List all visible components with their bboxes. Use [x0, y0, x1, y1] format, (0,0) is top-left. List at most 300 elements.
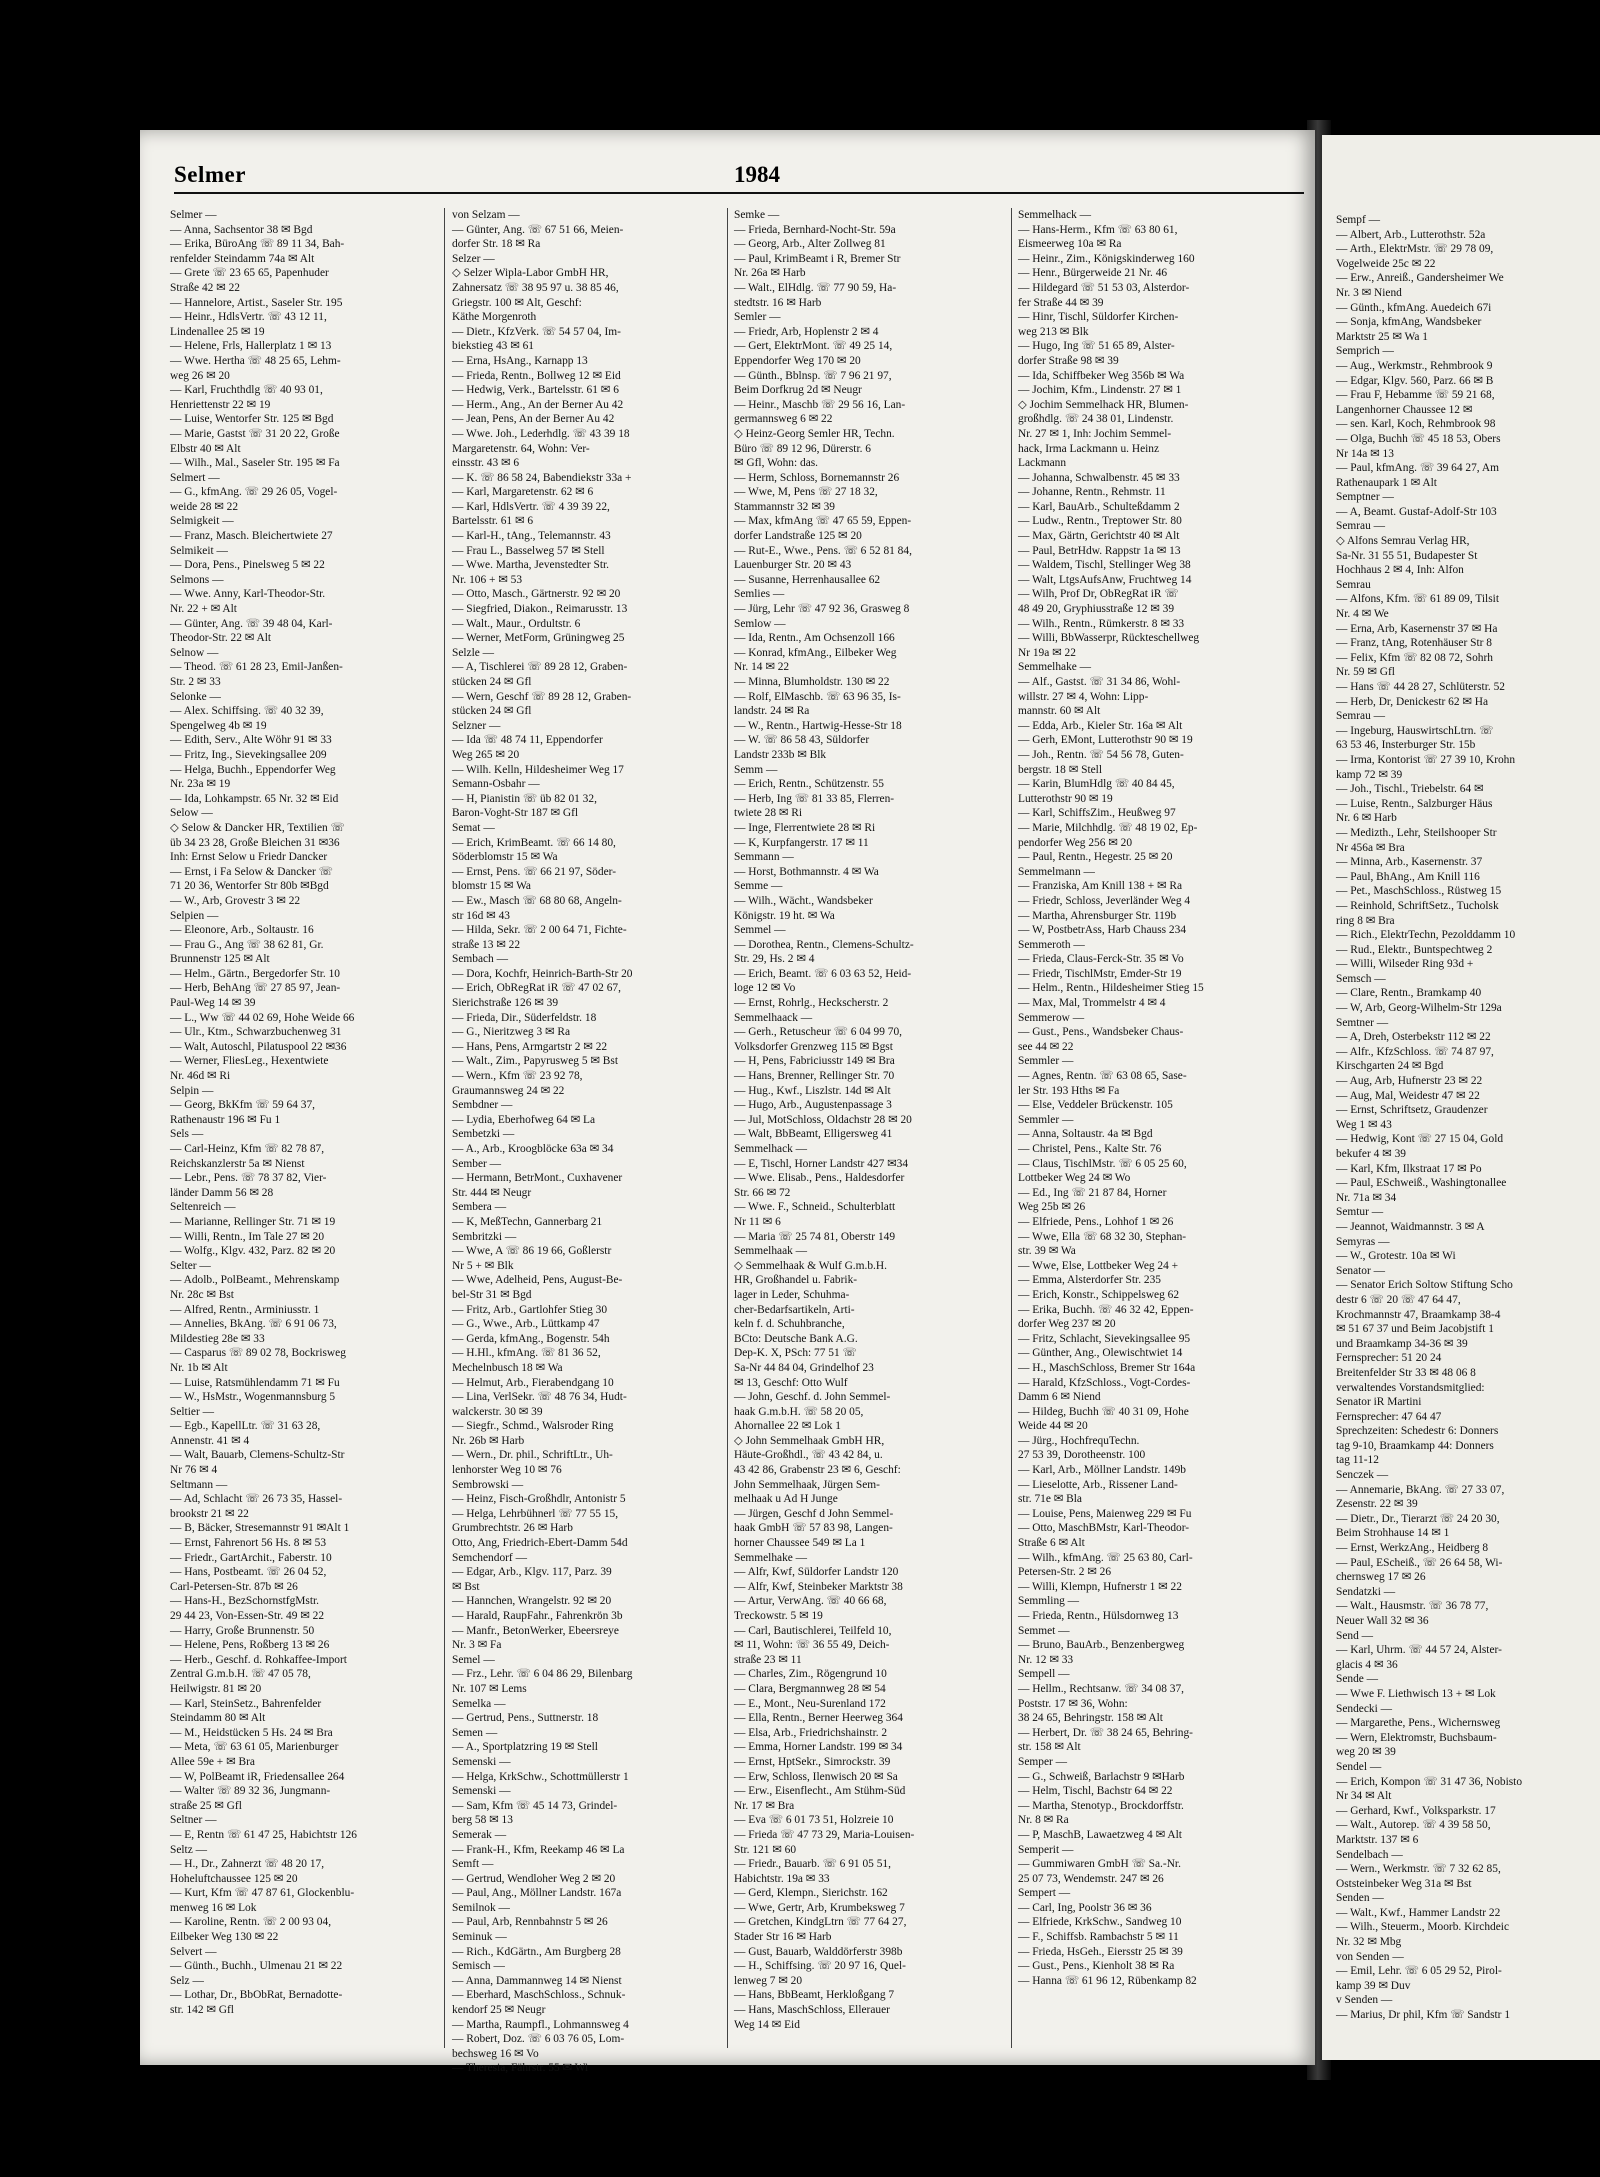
directory-entry-line: Nr 456a ✉ Bra: [1336, 841, 1405, 854]
directory-entry-line: großhdlg. ☏ 24 38 01, Lindenstr.: [1018, 413, 1174, 426]
directory-entry-line: Carl-Petersen-Str. 87b ✉ 26: [170, 1580, 298, 1593]
directory-entry-line: — Günth., Buchh., Ulmenau 21 ✉ 22: [170, 1960, 343, 1973]
directory-entry-line: ler Str. 193 Hths ✉ Fa: [1018, 1084, 1120, 1097]
directory-entry-line: Baron-Voght-Str 187 ✉ Gfl: [452, 807, 579, 820]
surname-heading: Semprich —: [1336, 345, 1394, 358]
directory-entry-line: — Willi, Wilseder Ring 93d +: [1336, 958, 1474, 971]
surname-heading: Semrau —: [1336, 710, 1386, 723]
directory-entry-line: brookstr 21 ✉ 22: [170, 1507, 249, 1520]
directory-entry-line: Heilwigstr. 81 ✉ 20: [170, 1682, 262, 1695]
directory-entry-line: Nr. 4 ✉ We: [1336, 608, 1389, 621]
directory-entry-line: Lackmann: [1018, 457, 1067, 470]
directory-entry-line: — E., Mont., Neu-Surenland 172: [734, 1697, 886, 1710]
directory-entry-line: — Hedwig, Verk., Bartelsstr. 61 ✉ 6: [452, 384, 619, 397]
directory-entry-line: — Wwe, A ☏ 86 19 66, Goßlerstr: [452, 1245, 612, 1258]
directory-entry-line: Nr. 3 ✉ Niend: [1336, 286, 1402, 299]
directory-entry-line: — Rich., KdGärtn., Am Burgberg 28: [452, 1945, 621, 1958]
directory-entry-line: Zahnersatz ☏ 38 95 97 u. 38 85 46,: [452, 281, 619, 294]
directory-entry-line: — Claus, TischlMstr. ☏ 6 05 25 60,: [1018, 1157, 1187, 1170]
directory-entry-line: — Annemarie, BkAng. ☏ 27 33 07,: [1336, 1483, 1505, 1496]
directory-entry-line: — Erw., Eisenflecht., Am Stühm-Süd: [734, 1785, 906, 1798]
surname-heading: Semmler —: [1018, 1113, 1074, 1126]
directory-entry-line: — Wwe. F., Schneid., Schulterblatt: [734, 1201, 896, 1214]
directory-entry-line: — Paul, Rentn., Hegestr. 25 ✉ 20: [1018, 851, 1173, 864]
directory-entry-line: — Karl, Uhrm. ☏ 44 57 24, Alster-: [1336, 1644, 1502, 1657]
directory-entry-line: Nr. 107 ✉ Lems: [452, 1682, 527, 1695]
directory-entry-line: — Marie, Milchhdlg. ☏ 48 19 02, Ep-: [1018, 821, 1198, 834]
directory-entry-line: Büro ☏ 89 12 96, Dürerstr. 6: [734, 442, 871, 455]
directory-entry-line: Henriettenstr 22 ✉ 19: [170, 398, 271, 411]
directory-entry-line: — Felix, Kfm ☏ 82 08 72, Sohrh: [1336, 651, 1493, 664]
surname-heading: Selvert —: [170, 1945, 217, 1958]
directory-entry-line: — Willi, BbWasserpr, Rückteschellweg: [1018, 632, 1200, 645]
directory-entry-line: Zesenstr. 22 ✉ 39: [1336, 1498, 1418, 1511]
directory-entry-line: ◇ Selzer Wipla-Labor GmbH HR,: [452, 267, 609, 280]
directory-entry-line: — Walt., Autorep. ☏ 4 39 58 50,: [1336, 1819, 1491, 1832]
directory-entry-line: Nr 19a ✉ 22: [1018, 646, 1076, 659]
directory-entry-line: Vogelweide 25c ✉ 22: [1336, 257, 1436, 270]
surname-heading: Sende —: [1336, 1673, 1379, 1686]
directory-entry-line: Nr. 106 + ✉ 53: [452, 573, 523, 586]
directory-entry-line: Allee 59e + ✉ Bra: [170, 1755, 255, 1768]
directory-entry-line: — Konrad, kfmAng., Eilbeker Weg: [734, 646, 897, 659]
surname-heading: Semler —: [734, 311, 781, 324]
surname-heading: Semenski —: [452, 1785, 511, 1798]
directory-entry-line: — Marius, Dr phil, Kfm ☏ Sandstr 1: [1336, 2009, 1511, 2022]
directory-entry-line: Bartelsstr. 61 ✉ 6: [452, 515, 534, 528]
directory-entry-line: Nr. 26a ✉ Harb: [734, 267, 806, 280]
directory-entry-line: — Eberhard, MaschSchloss., Schnuk-: [452, 1989, 626, 2002]
directory-entry-line: Paul-Weg 14 ✉ 39: [170, 997, 256, 1010]
directory-entry-line: — A, Beamt. Gustaf-Adolf-Str 103: [1336, 505, 1497, 518]
directory-entry-line: 63 53 46, Insterburger Str. 15b: [1336, 739, 1476, 752]
surname-heading: Send —: [1336, 1629, 1374, 1642]
directory-entry-line: — A, Tischlerei ☏ 89 28 12, Graben-: [452, 661, 628, 674]
directory-entry-line: ◇ Semmelhaak & Wulf G.m.b.H.: [734, 1259, 887, 1272]
column-divider: [727, 208, 728, 2048]
directory-entry-line: Otto, Ang, Friedrich-Ebert-Damm 54d: [452, 1537, 628, 1550]
directory-entry-line: — Luise, Ratsmühlendamm 71 ✉ Fu: [170, 1376, 340, 1389]
directory-entry-line: Häute-Großhdl., ☏ 43 42 84, u.: [734, 1449, 883, 1462]
directory-entry-line: Str. 2 ✉ 33: [170, 676, 221, 688]
directory-entry-line: pendorfer Weg 256 ✉ 20: [1018, 836, 1133, 849]
directory-entry-line: — Artur, VerwAng. ☏ 40 66 68,: [734, 1595, 887, 1608]
directory-entry-line: kamp 72 ✉ 39: [1336, 768, 1403, 781]
directory-entry-line: — Harry, Große Brunnenstr. 50: [170, 1624, 315, 1637]
directory-entry-line: — Martha, Stenotyp., Brockdorffstr.: [1018, 1799, 1184, 1812]
surname-heading: Semsch —: [1336, 972, 1386, 985]
directory-entry-line: — Arth., ElektrMstr. ☏ 29 78 09,: [1336, 243, 1494, 256]
directory-entry-line: — Hinr, Tischl, Süldorfer Kirchen-: [1018, 311, 1179, 324]
surname-heading: Semchendorf —: [452, 1551, 527, 1564]
directory-entry-line: — Jürg, Lehr ☏ 47 92 36, Grasweg 8: [734, 603, 910, 616]
directory-entry-line: — Adolb., PolBeamt., Mehrenskamp: [170, 1274, 340, 1287]
directory-entry-line: — Günter, Ang. ☏ 67 51 66, Meien-: [452, 223, 624, 236]
directory-entry-line: — Walt., Kwf., Hammer Landstr 22: [1336, 1906, 1501, 1919]
directory-entry-line: — Ingeburg, HauswirtschLtrn. ☏: [1336, 724, 1494, 737]
directory-entry-line: Str. 66 ✉ 72: [734, 1186, 791, 1199]
directory-entry-line: 48 49 20, Gryphiusstraße 12 ✉ 39: [1018, 603, 1175, 616]
directory-entry-line: — Friedr., Bauarb. ☏ 6 91 05 51,: [734, 1858, 891, 1871]
directory-entry-line: — Lebr., Pens. ☏ 78 37 82, Vier-: [170, 1172, 327, 1185]
directory-entry-line: — Friedr, TischlMstr, Emder-Str 19: [1018, 967, 1182, 980]
directory-entry-line: Dep-K. X, PSch: 77 51 ☏: [734, 1347, 857, 1360]
directory-entry-line: Str. 121 ✉ 60: [734, 1843, 797, 1856]
directory-entry-line: — Friedr., GartArchit., Faberstr. 10: [170, 1551, 332, 1564]
directory-entry-line: — Karl, Margaretenstr. 62 ✉ 6: [452, 486, 594, 499]
directory-entry-line: — Clara, Bergmannweg 28 ✉ 54: [734, 1682, 886, 1695]
surname-heading: Semmann —: [734, 851, 794, 864]
surname-heading: Semmelmann —: [1018, 865, 1095, 878]
directory-entry-line: — Friedr, Arb, Hoplenstr 2 ✉ 4: [734, 325, 879, 338]
directory-entry-line: melhaak u Ad H Junge: [734, 1493, 838, 1506]
directory-entry-line: — Paul, BhAng., Am Knill 116: [1336, 870, 1480, 883]
directory-entry-line: ◇ John Semmelhaak GmbH HR,: [734, 1434, 885, 1447]
directory-entry-line: landstr. 24 ✉ Ra: [734, 705, 810, 718]
directory-entry-line: Oststeinbeker Weg 31a ✉ Bst: [1336, 1877, 1472, 1890]
directory-entry-line: Semrau: [1336, 578, 1371, 591]
directory-entry-line: — Franz, tAng, Rotenhäuser Str 8: [1336, 637, 1492, 650]
directory-entry-line: lenweg 7 ✉ 20: [734, 1974, 803, 1987]
directory-entry-line: — Frieda ☏ 47 73 29, Maria-Louisen-: [734, 1828, 915, 1841]
directory-entry-line: — Frieda, Claus-Ferck-Str. 35 ✉ Vo: [1018, 953, 1184, 966]
surname-heading: Semmelhack —: [1018, 209, 1092, 221]
directory-entry-line: — Anna, Dammannweg 14 ✉ Nienst: [452, 1974, 622, 1987]
surname-heading: Selzle —: [452, 646, 495, 659]
directory-entry-line: — Waldem, Tischl, Stellinger Weg 38: [1018, 559, 1191, 572]
directory-entry-line: — Alfr, Kwf, Süldorfer Landstr 120: [734, 1566, 899, 1579]
directory-entry-line: — Erika, Buchh. ☏ 46 32 42, Eppen-: [1018, 1303, 1194, 1316]
directory-entry-line: — Helene, Pens, Roßberg 13 ✉ 26: [170, 1639, 330, 1652]
directory-entry-line: — Emma, Horner Landstr. 199 ✉ 34: [734, 1741, 903, 1754]
directory-entry-line: — Walt, Autoschl, Pilatuspool 22 ✉36: [170, 1040, 347, 1053]
surname-heading: Selzer —: [452, 252, 495, 265]
directory-entry-line: Nr. 3 ✉ Fa: [452, 1639, 502, 1652]
directory-entry-line: — Anna, Soltaustr. 4a ✉ Bgd: [1018, 1128, 1153, 1141]
directory-entry-line: — Wwe, M, Pens ☏ 27 18 32,: [734, 486, 878, 499]
column-divider: [444, 208, 445, 2048]
directory-entry-line: — L., Ww ☏ 44 02 69, Hohe Weide 66: [170, 1011, 355, 1024]
directory-entry-line: glacis 4 ✉ 36: [1336, 1658, 1398, 1671]
surname-heading: Sendel —: [1336, 1760, 1382, 1773]
directory-entry-line: — Lieselotte, Arb., Rissener Land-: [1018, 1478, 1178, 1491]
directory-entry-line: Mildestieg 28e ✉ 33: [170, 1332, 265, 1345]
directory-entry-line: — Eva ☏ 6 01 73 51, Holzreie 10: [734, 1814, 894, 1827]
directory-entry-line: — Edith, Serv., Alte Wöhr 91 ✉ 33: [170, 734, 332, 747]
directory-entry-line: — Karl-H., tAng., Telemannstr. 43: [452, 530, 611, 543]
directory-entry-line: — Karl, HdlsVertr. ☏ 4 39 39 22,: [452, 500, 610, 513]
directory-entry-line: Nr. 59 ✉ Gfl: [1336, 666, 1395, 679]
directory-entry-line: str. 71e ✉ Bla: [1018, 1493, 1082, 1506]
directory-entry-line: — Wilh., Steuerm., Moorb. Kirchdeic: [1336, 1921, 1510, 1934]
directory-entry-line: — Wern., Kfm ☏ 23 92 78,: [452, 1070, 583, 1083]
directory-entry-line: — Gerh., Retuscheur ☏ 6 04 99 70,: [734, 1026, 902, 1039]
directory-entry-line: stedtstr. 16 ✉ Harb: [734, 296, 822, 309]
directory-entry-line: — Frank-H., Kfm, Reekamp 46 ✉ La: [452, 1843, 625, 1856]
directory-entry-line: ✉ 11, Wohn: ☏ 36 55 49, Deich-: [734, 1639, 890, 1652]
directory-entry-line: — Frau G., Ang ☏ 38 62 81, Gr.: [170, 938, 324, 951]
surname-heading: Selnow —: [170, 646, 219, 659]
directory-entry-line: — G., Nieritzweg 3 ✉ Ra: [452, 1026, 571, 1039]
directory-entry-line: — Franz, Masch. Bleichertwiete 27: [170, 530, 333, 543]
directory-entry-line: — Walt, BbBeamt, Elligersweg 41: [734, 1128, 893, 1141]
directory-entry-line: — Günth., Bblnsp. ☏ 7 96 21 97,: [734, 369, 892, 382]
directory-entry-line: — Elfriede, Pens., Lohhof 1 ✉ 26: [1018, 1215, 1174, 1228]
facing-page-column: [1336, 213, 1600, 2023]
facing-page: [1322, 135, 1600, 2060]
directory-entry-line: loge 12 ✉ Vo: [734, 982, 796, 995]
surname-heading: Selmigkeit —: [170, 515, 234, 528]
directory-entry-line: Steindamm 80 ✉ Alt: [170, 1712, 266, 1725]
directory-entry-line: — Gust., Pens., Wandsbeker Chaus-: [1018, 1026, 1184, 1039]
directory-entry-line: — W., HsMstr., Wogenmannsburg 5: [170, 1391, 336, 1404]
directory-entry-line: Stammannstr 32 ✉ 39: [734, 500, 835, 513]
directory-entry-line: — Wwe, Adelheid, Pens, August-Be-: [452, 1274, 623, 1287]
directory-entry-line: Weg 25b ✉ 26: [1018, 1201, 1086, 1214]
directory-entry-line: — E, Rentn ☏ 61 47 25, Habichtstr 126: [170, 1828, 357, 1841]
directory-entry-line: — Gerhard, Kwf., Volksparkstr. 17: [1336, 1804, 1496, 1817]
directory-entry-line: — W, PolBeamt iR, Friedensallee 264: [170, 1770, 345, 1783]
directory-entry-line: Breitenfelder Str 33 ✉ 48 06 8: [1336, 1366, 1476, 1379]
surname-heading: Seltz —: [170, 1843, 208, 1856]
directory-entry-line: — Paul, KrimBeamt i R, Bremer Str: [734, 252, 901, 265]
directory-entry-line: str. 158 ✉ Alt: [1018, 1741, 1081, 1754]
directory-entry-line: — Dora, Pens., Pinelsweg 5 ✉ 22: [170, 559, 325, 572]
directory-entry-line: einsstr. 43 ✉ 6: [452, 457, 520, 470]
surname-heading: Semenski —: [452, 1755, 511, 1768]
directory-entry-line: — Gretchen, KindgLtrn ☏ 77 64 27,: [734, 1916, 907, 1929]
directory-entry-line: und Braamkamp 34-36 ✉ 39: [1336, 1337, 1468, 1350]
surname-heading: Selmons —: [170, 573, 224, 586]
surname-heading: Semptner —: [1336, 491, 1394, 504]
directory-entry-line: — Wolfg., Klgv. 432, Parz. 82 ✉ 20: [170, 1245, 336, 1258]
directory-entry-line: — Paul, EScheiß., ☏ 26 64 58, Wi-: [1336, 1556, 1503, 1569]
directory-entry-line: — Meta, ☏ 63 61 05, Marienburger: [170, 1741, 339, 1754]
directory-entry-line: — Gert, ElektrMont. ☏ 49 25 14,: [734, 340, 893, 353]
directory-entry-line: — Erich, Konstr., Schippelsweg 62: [1018, 1288, 1180, 1301]
directory-entry-line: — Carl, Bautischlerei, Teilfeld 10,: [734, 1624, 892, 1637]
directory-entry-line: ✉ 13, Geschf: Otto Wulf: [734, 1376, 848, 1389]
directory-entry-line: walckerstr. 30 ✉ 39: [452, 1405, 543, 1418]
directory-entry-line: — Gerh, EMont, Lutterothstr 90 ✉ 19: [1018, 734, 1193, 747]
directory-entry-line: — sen. Karl, Koch, Rehmbrook 98: [1336, 418, 1496, 431]
directory-entry-line: Nr 76 ✉ 4: [170, 1464, 218, 1477]
directory-entry-line: tag 11-12: [1336, 1454, 1379, 1467]
directory-entry-line: — A., Sportplatzring 19 ✉ Stell: [452, 1741, 598, 1754]
directory-entry-line: — Wilh. Kelln, Hildesheimer Weg 17: [452, 763, 624, 776]
directory-entry-line: straße 23 ✉ 11: [734, 1653, 802, 1666]
directory-entry-line: 27 53 39, Dorotheenstr. 100: [1018, 1449, 1146, 1462]
directory-entry-line: Weide 44 ✉ 20: [1018, 1420, 1088, 1433]
directory-entry-line: — Martha, Ahrensburger Str. 119b: [1018, 909, 1177, 922]
directory-entry-line: Nr. 46d ✉ Ri: [170, 1070, 231, 1083]
directory-entry-line: — Emma, Alsterdorfer Str. 235: [1018, 1274, 1161, 1287]
directory-entry-line: — Herbert, Dr. ☏ 38 24 65, Behring-: [1018, 1726, 1193, 1739]
directory-entry-line: Treckowstr. 5 ✉ 19: [734, 1610, 823, 1622]
directory-entry-line: Königstr. 19 ht. ✉ Wa: [734, 909, 835, 922]
directory-entry-line: — Karl, Fruchthdlg ☏ 40 93 01,: [170, 384, 323, 397]
directory-entry-line: ◇ Alfons Semrau Verlag HR,: [1336, 535, 1470, 548]
directory-entry-line: — Herb, BehAng ☏ 27 85 97, Jean-: [170, 982, 341, 995]
directory-entry-line: — Wwe. Hertha ☏ 48 25 65, Lehm-: [170, 354, 341, 367]
surname-heading: Semen —: [452, 1726, 498, 1739]
directory-entry-line: — Helga, Lehrbühnerl ☏ 77 55 15,: [452, 1507, 619, 1520]
surname-heading: Semat —: [452, 821, 495, 834]
directory-entry-line: 29 44 23, Von-Essen-Str. 49 ✉ 22: [170, 1610, 325, 1622]
directory-entry-line: — P, MaschB, Lawaetzweg 4 ✉ Alt: [1018, 1828, 1182, 1841]
directory-entry-line: — Manfr., BetonWerker, Ebeersreye: [452, 1624, 619, 1637]
directory-entry-line: — Martha, Raumpfl., Lohmannsweg 4: [452, 2018, 629, 2031]
directory-entry-line: cher-Bedarfsartikeln, Arti-: [734, 1303, 855, 1316]
directory-entry-line: — Wwe. Anny, Karl-Theodor-Str.: [170, 588, 326, 601]
directory-entry-line: — Hug., Kwf., Liszlstr. 14d ✉ Alt: [734, 1084, 891, 1097]
directory-entry-line: — Harald, KfzSchloss., Vogt-Cordes-: [1018, 1376, 1191, 1389]
directory-entry-line: Petersen-Str. 2 ✉ 26: [1018, 1566, 1112, 1579]
surname-heading: Seminuk —: [452, 1931, 507, 1944]
directory-entry-line: — Grete ☏ 23 65 65, Papenhuder: [170, 267, 329, 280]
directory-entry-line: — Emil, Lehr. ☏ 6 05 29 52, Pirol-: [1336, 1965, 1502, 1978]
directory-entry-line: — Frz., Lehr. ☏ 6 04 86 29, Bilenbarg: [452, 1668, 633, 1681]
directory-entry-line: — Marie, Gastst ☏ 31 20 22, Große: [170, 427, 340, 440]
surname-heading: Sels —: [170, 1128, 204, 1141]
directory-entry-line: Grumbrechtstr. 26 ✉ Harb: [452, 1522, 573, 1535]
surname-heading: Semtner —: [1336, 1016, 1389, 1029]
directory-entry-line: — Hugo, Arb., Augustenpassage 3: [734, 1099, 892, 1112]
directory-entry-line: — Erna, Arb, Kasernenstr 37 ✉ Ha: [1336, 622, 1498, 635]
surname-heading: Sempf —: [1336, 214, 1380, 226]
surname-heading: Semmelhake —: [734, 1551, 808, 1564]
directory-entry-line: — Fritz, Arb., Gartlohfer Stieg 30: [452, 1303, 608, 1316]
directory-entry-line: — John, Geschf. d. John Semmel-: [734, 1391, 891, 1404]
directory-entry-line: — Frieda, Bernhard-Nocht-Str. 59a: [734, 223, 896, 236]
directory-entry-line: — Walt., ElHdlg. ☏ 77 90 59, Ha-: [734, 281, 897, 294]
directory-entry-line: Weg 14 ✉ Eid: [734, 2018, 800, 2031]
directory-entry-line: Str. 444 ✉ Neugr: [452, 1186, 532, 1199]
directory-entry-line: — Alfr, Kwf, Steinbeker Marktstr 38: [734, 1580, 903, 1593]
directory-entry-line: — Helm, Tischl, Bachstr 64 ✉ 22: [1018, 1785, 1173, 1798]
directory-entry-line: Söderblomstr 15 ✉ Wa: [452, 851, 558, 864]
page-number: 1984: [734, 162, 780, 187]
directory-entry-line: — Irma, Kontorist ☏ 27 39 10, Krohn: [1336, 753, 1516, 766]
directory-entry-line: Theodor-Str. 22 ✉ Alt: [170, 632, 272, 645]
directory-entry-line: — Alf., Gastst. ☏ 31 34 86, Wohl-: [1018, 676, 1181, 688]
directory-entry-line: Habichtstr. 19a ✉ 33: [734, 1872, 830, 1885]
directory-entry-line: — Helm., Rentn., Hildesheimer Stieg 15: [1018, 982, 1204, 995]
directory-entry-line: — H.Hl., kfmAng. ☏ 81 36 52,: [452, 1347, 601, 1360]
directory-entry-line: — Wwe. Martha, Jevenstedter Str.: [452, 559, 610, 572]
directory-entry-line: — Walt, Bauarb, Clemens-Schultz-Str: [170, 1449, 345, 1462]
directory-entry-line: see 44 ✉ 22: [1018, 1040, 1074, 1053]
directory-entry-line: — Fritz, Schlacht, Sievekingsallee 95: [1018, 1332, 1191, 1345]
directory-page: [140, 130, 1315, 2075]
surname-heading: Selz —: [170, 1974, 204, 1987]
directory-entry-line: hack, Irma Lackmann u. Heinz: [1018, 442, 1160, 455]
directory-entry-line: Fernsprecher: 51 20 24: [1336, 1352, 1442, 1365]
directory-entry-line: weg 20 ✉ 39: [1336, 1746, 1396, 1759]
directory-entry-line: — Ernst, HptSekr., Simrockstr. 39: [734, 1755, 891, 1768]
directory-entry-line: — K, Kurpfangerstr. 17 ✉ 11: [734, 836, 869, 849]
surname-heading: Sembritzki —: [452, 1230, 517, 1243]
directory-entry-line: Sa-Nr 44 84 04, Grindelhof 23: [734, 1361, 874, 1374]
directory-entry-line: — W, Arb, Georg-Wilhelm-Str 129a: [1336, 1002, 1502, 1015]
directory-entry-line: — Frau F, Hebamme ☏ 59 21 68,: [1336, 389, 1495, 402]
directory-entry-line: — G., Schweiß, Barlachstr 9 ✉Harb: [1018, 1770, 1185, 1783]
surname-heading: Semlies —: [734, 588, 785, 601]
directory-entry-line: — Alfred, Rentn., Arminiusstr. 1: [170, 1303, 320, 1316]
directory-entry-line: Beim Dorfkrug 2d ✉ Neugr: [734, 384, 862, 397]
surname-heading: Sembrowski —: [452, 1478, 524, 1491]
surname-heading: Semmelhaak —: [734, 1245, 808, 1258]
directory-entry-line: — Alfons, Kfm. ☏ 61 89 09, Tilsit: [1336, 593, 1499, 606]
surname-heading: Semann-Osbahr —: [452, 778, 540, 791]
directory-entry-line: Sprechzeiten: Schedestr 6: Donners: [1336, 1425, 1499, 1438]
directory-entry-line: verwaltendes Vorstandsmitglied:: [1336, 1381, 1485, 1394]
directory-entry-line: — Anna, Sachsentor 38 ✉ Bgd: [170, 223, 313, 236]
directory-entry-line: — H, Pens, Fabriciusstr 149 ✉ Bra: [734, 1055, 895, 1068]
directory-entry-line: — H., Dr., Zahnerzt ☏ 48 20 17,: [170, 1858, 325, 1871]
directory-entry-line: Senator iR Martini: [1336, 1396, 1422, 1409]
directory-entry-line: — Ida, Schiffbeker Weg 356b ✉ Wa: [1018, 369, 1185, 382]
directory-entry-line: — Wilh, Prof Dr, ObRegRat iR ☏: [1018, 588, 1179, 601]
directory-entry-line: HR, Großhandel u. Fabrik-: [734, 1274, 858, 1287]
directory-entry-line: Straße 42 ✉ 22: [170, 281, 240, 294]
directory-entry-line: straße 25 ✉ Gfl: [170, 1799, 242, 1812]
directory-entry-line: — Gust, Bauarb, Walddörferstr 398b: [734, 1945, 903, 1958]
directory-entry-line: — Max, Gärtn, Gerichtstr 40 ✉ Alt: [1018, 530, 1180, 543]
directory-entry-line: — Erich, KrimBeamt. ☏ 66 14 80,: [452, 836, 616, 849]
directory-entry-line: Lutterothstr 90 ✉ 19: [1018, 792, 1113, 805]
directory-entry-line: — Wwe, Gertr, Arb, Krumbeksweg 7: [734, 1901, 905, 1914]
directory-entry-line: — M., Heidstücken 5 Hs. 24 ✉ Bra: [170, 1726, 333, 1739]
directory-entry-line: str. 142 ✉ Gfl: [170, 2004, 234, 2017]
directory-entry-line: — H, Pianistin ☏ üb 82 01 32,: [452, 792, 597, 805]
directory-entry-line: — Erich, Beamt. ☏ 6 03 63 52, Heid-: [734, 967, 912, 980]
directory-entry-line: — Alex. Schiffsing. ☏ 40 32 39,: [170, 705, 324, 718]
directory-entry-line: — Jürg., HochfrequTechn.: [1018, 1434, 1140, 1447]
directory-entry-line: dorfer Str. 18 ✉ Ra: [452, 238, 541, 251]
directory-entry-line: — Ernst, Pens. ☏ 66 21 97, Söder-: [452, 865, 616, 878]
directory-entry-line: Sa-Nr. 31 55 51, Budapester St: [1336, 549, 1478, 562]
directory-entry-line: haak G.m.b.H. ☏ 58 20 05,: [734, 1405, 864, 1418]
directory-entry-line: — Werner, FliesLeg., Hexentwiete: [170, 1055, 329, 1068]
directory-entry-line: — H., Schiffsing. ☏ 20 97 16, Quel-: [734, 1960, 906, 1973]
directory-entry-line: — Else, Veddeler Brückenstr. 105: [1018, 1099, 1173, 1112]
directory-entry-line: Graumannsweg 24 ✉ 22: [452, 1084, 565, 1097]
directory-entry-line: — Hans, Brenner, Rellinger Str. 70: [734, 1070, 895, 1083]
directory-entry-line: Nr 34 ✉ Alt: [1336, 1790, 1392, 1803]
surname-heading: Semmler —: [1018, 1055, 1074, 1068]
surname-heading: Sembach —: [452, 953, 508, 966]
directory-entry-line: chernsweg 17 ✉ 26: [1336, 1571, 1426, 1584]
directory-entry-line: — Dietr., Dr., Tierarzt ☏ 24 20 30,: [1336, 1512, 1500, 1525]
directory-entry-line: ✉ 51 67 37 und Beim Jacobjstift 1: [1336, 1323, 1494, 1336]
directory-entry-line: — Carl, Ing, Poolstr 36 ✉ 36: [1018, 1901, 1152, 1914]
directory-entry-line: — Heinz, Fisch-Großhdlr, Antonistr 5: [452, 1493, 626, 1506]
surname-heading: Semisch —: [452, 1960, 505, 1973]
directory-entry-line: Nr. 1b ✉ Alt: [170, 1361, 228, 1374]
directory-entry-line: — Erna, HsAng., Karnapp 13: [452, 354, 588, 367]
directory-entry-line: str 16d ✉ 43: [452, 909, 510, 922]
directory-entry-line: — Hans, Postbeamt. ☏ 26 04 52,: [170, 1566, 327, 1579]
directory-entry-line: willstr. 27 ✉ 4, Wohn: Lipp-: [1018, 690, 1149, 703]
directory-entry-line: — Otto, Masch., Gärtnerstr. 92 ✉ 20: [452, 588, 621, 601]
directory-entry-line: 38 24 65, Behringstr. 158 ✉ Alt: [1018, 1712, 1163, 1725]
directory-entry-line: — Casparus ☏ 89 02 78, Bockrisweg: [170, 1347, 346, 1360]
directory-entry-line: — Rich., ElektrTechn, Pezolddamm 10: [1336, 929, 1516, 942]
directory-entry-line: ◇ Heinz-Georg Semler HR, Techn.: [734, 427, 895, 440]
directory-entry-line: Damm 6 ✉ Niend: [1018, 1391, 1101, 1404]
directory-entry-line: bechsweg 16 ✉ Vo: [452, 2047, 539, 2060]
